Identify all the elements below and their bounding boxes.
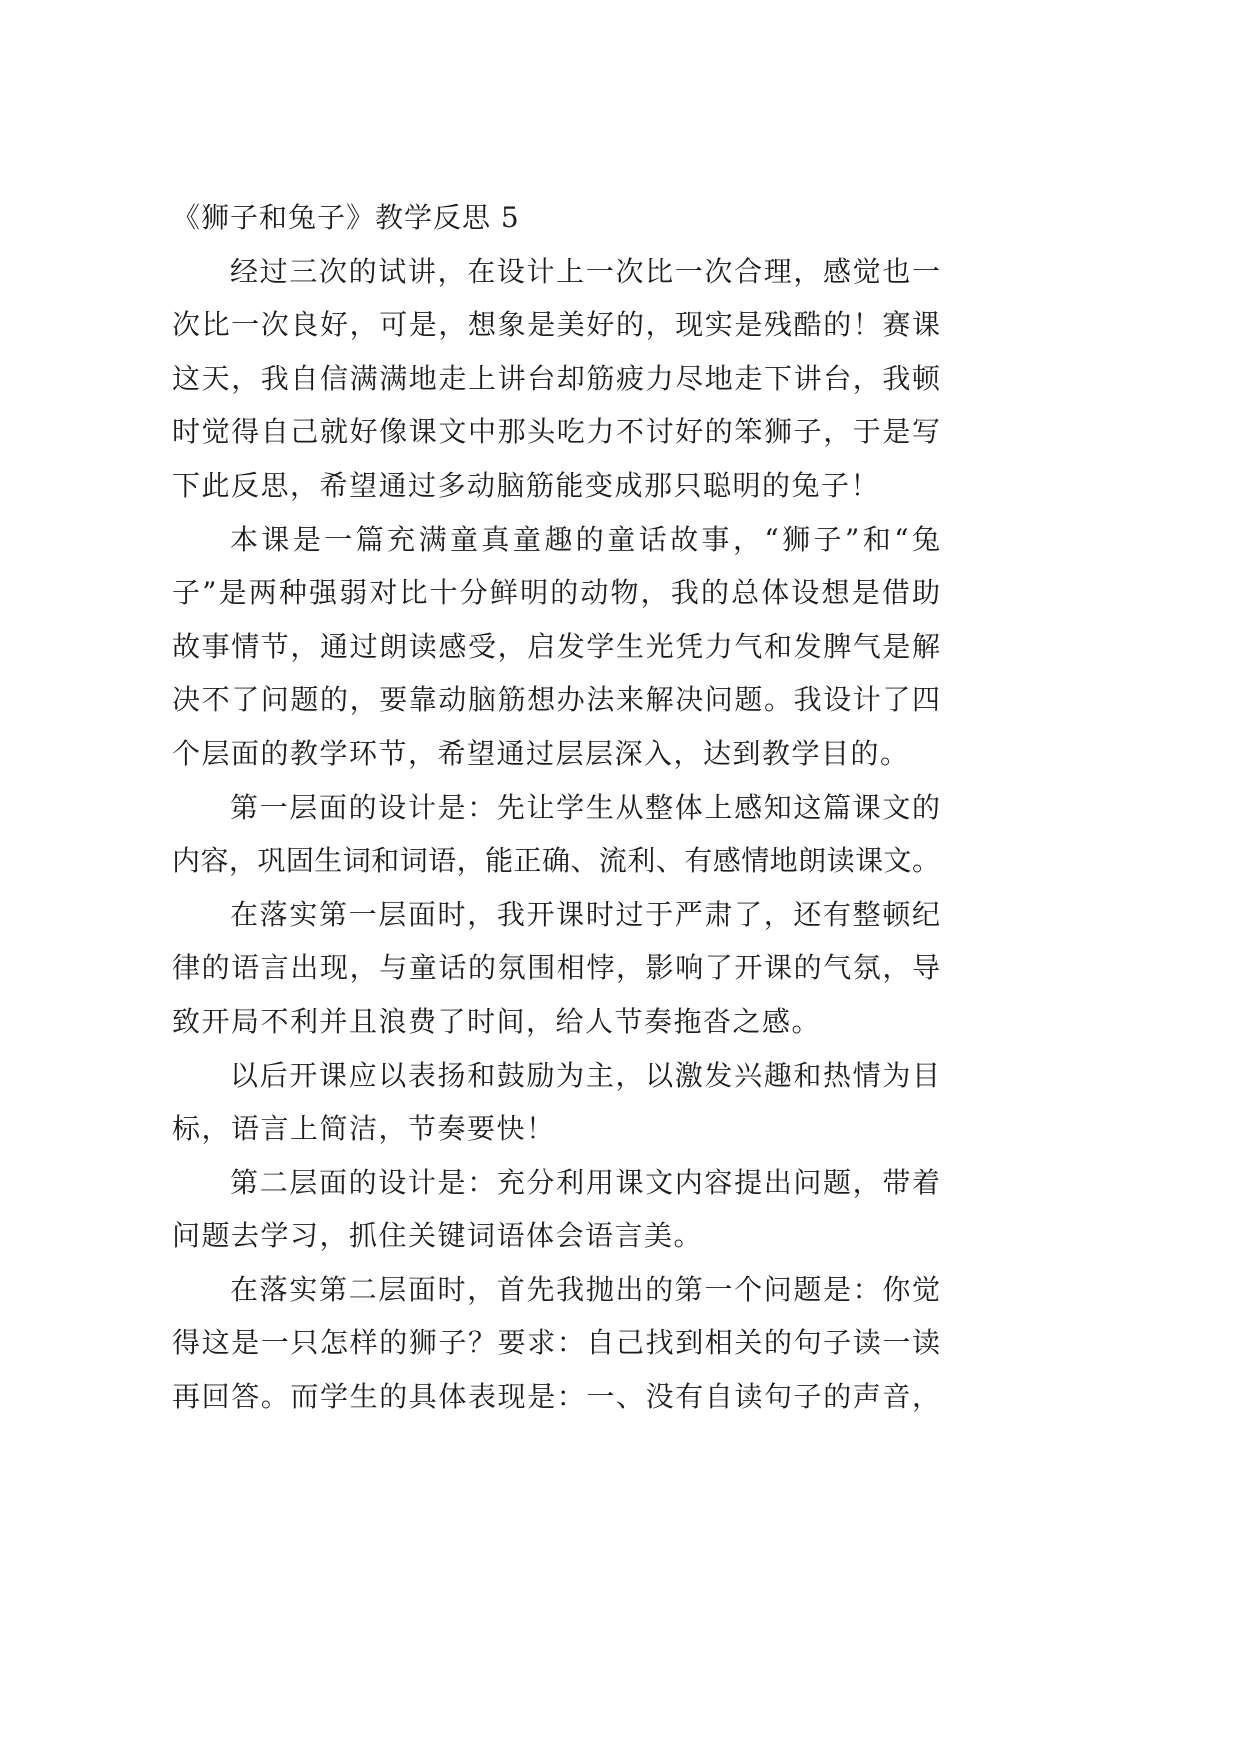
text-line: 以后开课应以表扬和鼓励为主，以激发兴趣和热情为目 <box>230 1058 940 1092</box>
text-line: 致开局不利并且浪费了时间，给人节奏拖沓之感。 <box>172 1004 822 1038</box>
paragraph <box>172 1263 940 1424</box>
text-line: 得这是一只怎样的狮子？要求：自己找到相关的句子读一读 <box>172 1326 940 1360</box>
text-line: 再回答。而学生的具体表现是：一、没有自读句子的声音， <box>172 1380 940 1414</box>
text-line: 问题去学习，抓住关键词语体会语言美。 <box>172 1219 704 1253</box>
text-line: 个层面的教学环节，希望通过层层深入，达到教学目的。 <box>172 736 910 770</box>
text-line: 时觉得自己就好像课文中那头吃力不讨好的笨狮子，于是写 <box>172 415 940 449</box>
paragraph <box>172 1156 940 1263</box>
text-line: 在落实第二层面时，首先我抛出的第一个问题是：你觉 <box>230 1272 940 1306</box>
paragraph <box>172 245 940 513</box>
paragraph <box>172 1049 940 1156</box>
document-title: 《狮子和兔子》教学反思 5 <box>172 201 520 234</box>
text-line: 经过三次的试讲，在设计上一次比一次合理，感觉也一 <box>230 254 940 288</box>
text-line: 第一层面的设计是：先让学生从整体上感知这篇课文的 <box>230 790 940 824</box>
paragraph <box>172 513 940 781</box>
document-body <box>172 191 940 1424</box>
text-line: 第二层面的设计是：充分利用课文内容提出问题，带着 <box>230 1165 940 1199</box>
paragraph <box>172 781 940 888</box>
text-line: 故事情节，通过朗读感受，启发学生光凭力气和发脾气是解 <box>172 629 940 663</box>
text-line: 子”是两种强弱对比十分鲜明的动物，我的总体设想是借助 <box>172 576 940 610</box>
text-line: 决不了问题的，要靠动脑筋想办法来解决问题。我设计了四 <box>172 683 940 717</box>
text-line: 在落实第一层面时，我开课时过于严肃了，还有整顿纪 <box>230 897 940 931</box>
text-line: 次比一次良好，可是，想象是美好的，现实是残酷的！赛课 <box>172 308 940 342</box>
text-line: 内容，巩固生词和词语，能正确、流利、有感情地朗读课文。 <box>172 844 940 878</box>
text-line: 标，语言上简洁，节奏要快！ <box>172 1112 556 1146</box>
text-line: 这天，我自信满满地走上讲台却筋疲力尽地走下讲台，我顿 <box>172 361 940 395</box>
text-line: 本课是一篇充满童真童趣的童话故事，“狮子”和“兔 <box>230 522 940 556</box>
text-line: 下此反思，希望通过多动脑筋能变成那只聪明的兔子！ <box>172 468 881 502</box>
paragraph <box>172 888 940 1049</box>
text-line: 律的语言出现，与童话的氛围相悖，影响了开课的气氛，导 <box>172 951 940 985</box>
